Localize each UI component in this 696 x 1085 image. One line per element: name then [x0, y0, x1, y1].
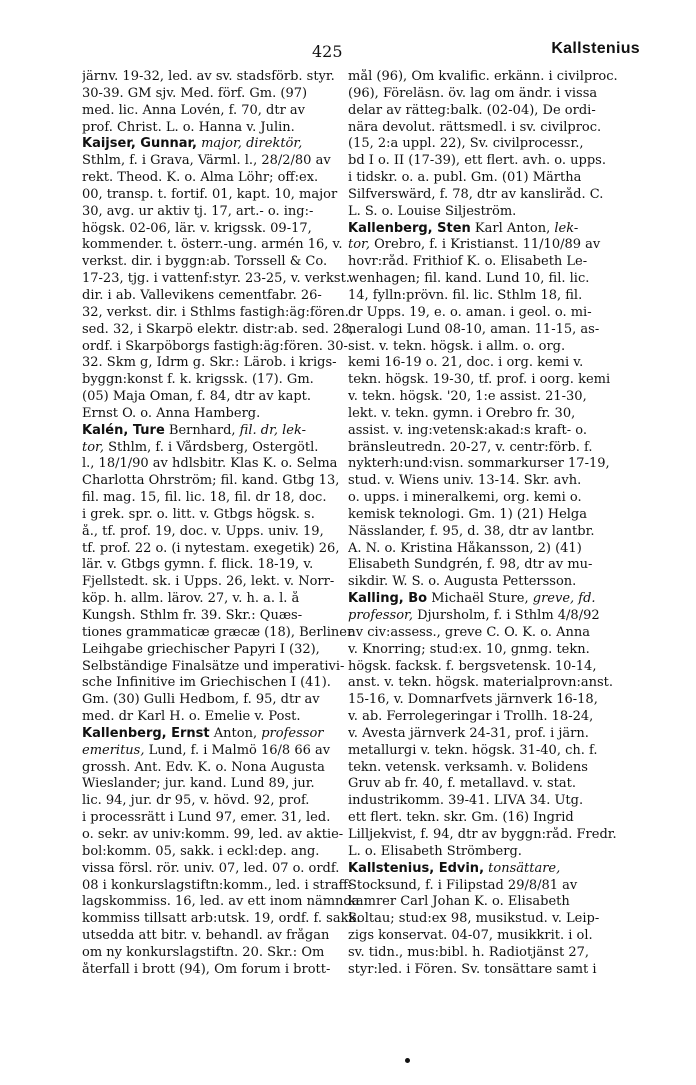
text-line — [82, 305, 377, 322]
text-line — [82, 456, 377, 473]
entry-text: Anton, — [209, 725, 262, 741]
running-head: Kallstenius — [551, 40, 640, 57]
entry-text: 32, verkst. dir. i Sthlms fastigh:äg:fören. — [82, 304, 349, 320]
text-line — [348, 557, 643, 574]
entry-text: neralogi Lund 08-10, aman. 11-15, as- — [348, 321, 600, 337]
text-line — [348, 440, 643, 457]
entry-text: l., 18/1/90 av hdlsbitr. Klas K. o. Selma — [82, 456, 338, 472]
entry-text: lekt. v. tekn. gymn. i Örebro fr. 30, — [348, 405, 576, 421]
text-line — [82, 254, 377, 271]
entry-text: återfall i brott (94), Om forum i brott- — [82, 961, 331, 977]
entry-text: Charlotta Öhrström; fil. kand. Gtbg 13, — [82, 473, 340, 489]
entry-text: om ny konkurslagstiftn. 20. Skr.: Om — [82, 944, 325, 960]
text-line — [82, 271, 377, 288]
entry-text: v. ab. Ferrolegeringar i Trollh. 18-24, — [348, 709, 594, 725]
entry-name: Kalling, Bo — [348, 591, 428, 607]
entry-text: o. sekr. av univ:komm. 99, led. av aktie- — [82, 826, 344, 842]
text-line — [82, 355, 377, 372]
entry-name: Kallenberg, Ernst — [82, 725, 210, 741]
entry-text: nykterh:und:visn. sommarkurser 17-19, — [348, 456, 610, 472]
entry-text: Selbständige Finalsätze und imperativi- — [82, 658, 345, 674]
entry-text: delar av rätteg:balk. (02-04), De ordi- — [348, 102, 596, 118]
entry-text: köp. h. allm. lärov. 27, v. h. a. l. å — [82, 591, 300, 607]
entry-text: bol:komm. 05, sakk. i eckl:dep. ang. — [82, 843, 320, 859]
text-line — [348, 911, 643, 928]
entry-text: i tidskr. o. a. publ. Gm. (01) Märtha — [348, 170, 582, 186]
text-line — [82, 153, 377, 170]
text-line — [348, 204, 643, 221]
entry-text: sche Infinitive im Griechischen I (41). — [82, 675, 331, 691]
text-line — [348, 372, 643, 389]
entry-title: lek- — [554, 220, 579, 236]
entry-text: tf. prof. 22 o. (i nytestam. exegetik) 26, — [82, 540, 340, 556]
entry-text: högsk. facksk. f. bergsvetensk. 10-14, — [348, 658, 597, 674]
text-line — [82, 86, 377, 103]
entry-text: prof. Christ. L. o. Hanna v. Julin. — [82, 119, 295, 135]
entry-text: (05) Maja Öman, f. 84, dtr av kapt. — [82, 389, 312, 405]
entry-text: kemi 16-19 o. 21, doc. i org. kemi v. — [348, 355, 584, 371]
text-line — [348, 861, 643, 878]
text-line — [348, 288, 643, 305]
entry-text: Sthlm, f. i Vårdsberg, Östergötl. — [103, 439, 319, 455]
text-line — [348, 456, 643, 473]
text-line — [82, 709, 377, 726]
entry-text: 30, avg. ur aktiv tj. 17, art.- o. ing:- — [82, 203, 314, 219]
text-line — [82, 120, 377, 137]
entry-text: sv. tidn., mus:bibl. h. Radiotjänst 27, — [348, 944, 590, 960]
entry-text: metallurgi v. tekn. högsk. 31-40, ch. f. — [348, 742, 598, 758]
entry-text: L. S. o. Louise Siljeström. — [348, 203, 517, 219]
text-line — [82, 878, 377, 895]
text-line — [82, 574, 377, 591]
entry-text: Silfverswärd, f. 78, dtr av kanslіråd. C. — [348, 186, 604, 202]
entry-text: med. dr Karl H. o. Emelie v. Post. — [82, 709, 301, 725]
entry-title: fil. dr, lek- — [239, 422, 307, 438]
entry-text: o. upps. i mineralkemi, org. kemi o. — [348, 490, 582, 506]
text-line — [348, 625, 643, 642]
text-line — [348, 827, 643, 844]
text-line — [348, 878, 643, 895]
entry-text: 08 i konkurslagstiftn:komm., led. i straff- — [82, 877, 352, 893]
entry-text: Gm. (30) Gulli Hedbom, f. 95, dtr av — [82, 692, 320, 708]
entry-text: Wieslander; jur. kand. Lund 89, jur. — [82, 776, 315, 792]
text-line — [82, 389, 377, 406]
entry-text: Sthlm, f. i Grava, Värml. l., 28/2/80 av — [82, 153, 331, 169]
text-line — [348, 591, 643, 608]
entry-text: nära devolut. rättsmedl. i sv. civilproc. — [348, 119, 602, 135]
entry-text: Örebro, f. i Kristianst. 11/10/89 av — [369, 237, 601, 253]
text-line — [82, 928, 377, 945]
text-line — [348, 810, 643, 827]
entry-name: Kallstenius, Edvin, — [348, 860, 485, 876]
entry-text: Fjellstedt. sk. i Upps. 26, lekt. v. Norr- — [82, 574, 335, 590]
entry-text: 00, transp. t. fortif. 01, kapt. 10, major — [82, 186, 338, 202]
footer-bullet-mark — [405, 1058, 410, 1063]
entry-text: Gruv ab fr. 40, f. metallavd. v. stat. — [348, 776, 576, 792]
entry-text: wenhagen; fil. kand. Lund 10, fil. lic. — [348, 271, 590, 287]
entry-text: industrikomm. 39-41. LIVA 34. Utg. — [348, 793, 584, 809]
entry-text: bränsleutredn. 20-27, v. centr:förb. f. — [348, 439, 593, 455]
entry-text: A. N. o. Kristina Håkansson, 2) (41) — [348, 540, 582, 556]
entry-text: å., tf. prof. 19, doc. v. Upps. univ. 19, — [82, 523, 324, 539]
entry-text: anst. v. tekn. högsk. materialprovn:anst. — [348, 675, 614, 691]
entry-text: ett flert. tekn. skr. Gm. (16) Ingrid — [348, 810, 574, 826]
text-line — [348, 339, 643, 356]
text-line — [348, 541, 643, 558]
text-line — [348, 355, 643, 372]
entry-text: sist. v. tekn. högsk. i allm. o. org. — [348, 338, 566, 354]
text-line — [82, 187, 377, 204]
entry-text: 14, fylln:prövn. fil. lic. Sthlm 18, fil. — [348, 287, 583, 303]
entry-text: styr:led. i Fören. Sv. tonsättare samt i — [348, 961, 597, 977]
entry-text: Leihgabe griechischer Papyri I (32), — [82, 641, 320, 657]
text-line — [348, 743, 643, 760]
entry-text: zigs konservat. 04-07, musikkrit. i ol. — [348, 928, 593, 944]
entry-text: Soltau; stud:ex 98, musikstud. v. Leip- — [348, 911, 600, 927]
entry-text: kommender. t. österr.-ung. armén 16, v. — [82, 237, 343, 253]
text-line — [348, 945, 643, 962]
text-line — [348, 305, 643, 322]
text-line — [82, 170, 377, 187]
text-line — [82, 322, 377, 339]
entry-text: L. o. Elisabeth Strömberg. — [348, 843, 522, 859]
text-line — [82, 692, 377, 709]
entry-text: kommiss tillsatt arb:utsk. 19, ordf. f. sakk. — [82, 911, 361, 927]
text-line — [82, 861, 377, 878]
entry-text: dr Upps. 19, e. o. aman. i geol. o. mi- — [348, 304, 592, 320]
text-line — [348, 928, 643, 945]
entry-title: tor, — [82, 439, 104, 455]
entry-text: högsk. 02-06, lär. v. krigssk. 09-17, — [82, 220, 312, 236]
text-line — [348, 322, 643, 339]
text-line — [82, 793, 377, 810]
text-line — [348, 271, 643, 288]
text-line — [348, 120, 643, 137]
text-line — [82, 659, 377, 676]
text-line — [348, 136, 643, 153]
left-column — [82, 69, 377, 979]
entry-text: Ernst Ö. o. Anna Hamberg. — [82, 405, 261, 421]
text-line — [348, 844, 643, 861]
entry-text: grossh. Ant. Edv. K. o. Nona Augusta — [82, 759, 325, 775]
text-line — [82, 237, 377, 254]
entry-text: 30-39. GM sjv. Med. förf. Gm. (97) — [82, 85, 308, 101]
text-line — [348, 69, 643, 86]
text-line — [348, 726, 643, 743]
text-line — [348, 659, 643, 676]
entry-text: bd I o. II (17-39), ett flert. avh. o. upps. — [348, 153, 606, 169]
text-line — [348, 389, 643, 406]
text-line — [348, 153, 643, 170]
text-line — [82, 103, 377, 120]
text-line — [82, 642, 377, 659]
entry-text: Karl Anton, — [470, 220, 555, 236]
entry-text: av civ:assess., greve C. O. K. o. Anna — [348, 624, 590, 640]
text-line — [82, 288, 377, 305]
entry-text: Kungsh. Sthlm fr. 39. Skr.: Quæs- — [82, 608, 303, 623]
text-line — [82, 776, 377, 793]
entry-text: 17-23, tjg. i vattenf:styr. 23-25, v. verkst. — [82, 271, 350, 287]
text-line — [348, 254, 643, 271]
text-line — [82, 962, 377, 979]
text-line — [348, 221, 643, 238]
text-line — [82, 423, 377, 440]
text-line — [82, 557, 377, 574]
text-line — [348, 86, 643, 103]
entry-text: vissa försl. rör. univ. 07, led. 07 o. ordf. — [82, 860, 340, 876]
entry-name: Kaijser, Gunnar, — [82, 136, 197, 152]
entry-text: lagskommiss. 16, led. av ett inom nämnda — [82, 894, 360, 910]
text-line — [348, 423, 643, 440]
entry-text: tekn. vetensk. verksamh. v. Bolidens — [348, 759, 588, 775]
entry-text: (15, 2:a uppl. 22), Sv. civilprocessr., — [348, 136, 584, 152]
entry-title: professor — [261, 725, 324, 741]
text-line — [348, 894, 643, 911]
text-line — [348, 237, 643, 254]
entry-text: stud. v. Wiens univ. 13-14. Skr. avh. — [348, 473, 582, 489]
text-line — [348, 709, 643, 726]
entry-title: major, direktör, — [201, 136, 303, 152]
entry-text: (96), Föreläsn. öv. lag om ändr. i vissa — [348, 85, 598, 101]
text-line — [82, 339, 377, 356]
text-line — [82, 911, 377, 928]
text-line — [82, 204, 377, 221]
text-line — [348, 793, 643, 810]
text-line — [82, 69, 377, 86]
entry-title: tonsättare, — [488, 860, 561, 876]
right-column — [348, 69, 643, 979]
entry-text: Lund, f. i Malmö 16/8 66 av — [144, 742, 331, 758]
entry-text: v. Avesta järnverk 24-31, prof. i järn. — [348, 725, 589, 741]
text-line — [82, 743, 377, 760]
text-line — [82, 490, 377, 507]
text-line — [348, 692, 643, 709]
entry-text: Elisabeth Sundgrén, f. 98, dtr av mu- — [348, 557, 593, 573]
entry-title: greve, fd. — [532, 591, 596, 607]
entry-text: Michaël Sture, — [427, 591, 533, 607]
entry-text: byggn:konst f. k. krigssk. (17). Gm. — [82, 372, 314, 388]
entry-text: tiones grammaticæ græcæ (18), Berliner — [82, 624, 354, 640]
text-line — [82, 760, 377, 777]
text-line — [82, 406, 377, 423]
text-line — [348, 524, 643, 541]
entry-text: assist. v. ing:vetensk:akad:s kraft- o. — [348, 422, 587, 438]
text-line — [82, 608, 377, 625]
text-line — [348, 675, 643, 692]
text-line — [82, 810, 377, 827]
text-line — [348, 490, 643, 507]
entry-text: Nässlander, f. 95, d. 38, dtr av lantbr. — [348, 523, 595, 539]
entry-name: Kallenberg, Sten — [348, 220, 471, 236]
text-line — [348, 642, 643, 659]
entry-text: 32. Skm g, Idrm g. Skr.: Lärob. i krigs- — [82, 355, 337, 371]
entry-text: kamrer Carl Johan K. o. Elisabeth — [348, 894, 570, 910]
text-line — [82, 524, 377, 541]
text-line — [348, 608, 643, 625]
text-line — [82, 625, 377, 642]
page-header — [80, 40, 640, 66]
text-line — [82, 675, 377, 692]
entry-name: Kalén, Ture — [82, 422, 165, 438]
text-line — [348, 473, 643, 490]
entry-text: sed. 32, i Skarpö elektr. distr:ab. sed. 28, — [82, 321, 354, 337]
entry-text: verkst. dir. i byggn:ab. Torssell & Co. — [82, 254, 328, 270]
entry-text: v. Knorring; stud:ex. 10, gnmg. tekn. — [348, 641, 590, 657]
text-line — [82, 541, 377, 558]
entry-text: dir. i ab. Vallevikens cementfabr. 26- — [82, 287, 322, 303]
entry-text: Djursholm, f. i Sthlm 4/8/92 — [412, 608, 600, 623]
entry-text: hovr:råd. Frithiof K. o. Elisabeth Le- — [348, 254, 588, 270]
entry-text: 15-16, v. Domnarfvets järnverk 16-18, — [348, 692, 598, 708]
text-line — [82, 844, 377, 861]
text-line — [82, 726, 377, 743]
text-line — [348, 406, 643, 423]
entry-text: Lilljekvist, f. 94, dtr av byggn:råd. Fredr. — [348, 826, 617, 842]
entry-text: i processrätt i Lund 97, emer. 31, led. — [82, 810, 331, 826]
text-line — [82, 221, 377, 238]
entry-text: Bernhard, — [164, 422, 240, 438]
entry-text: fil. mag. 15, fil. lic. 18, fil. dr 18, doc. — [82, 490, 327, 506]
entry-text: Stocksund, f. i Filipstad 29/8/81 av — [348, 877, 578, 893]
entry-text: tekn. högsk. 19-30, tf. prof. i oorg. kemi — [348, 372, 611, 388]
text-line — [82, 507, 377, 524]
entry-title: tor, — [348, 237, 370, 253]
text-line — [82, 473, 377, 490]
entry-text: järnv. 19-32, led. av sv. stadsförb. styr. — [82, 69, 335, 84]
entry-title: professor, — [348, 608, 413, 623]
text-line — [348, 507, 643, 524]
entry-text: v. tekn. högsk. '20, 1:e assist. 21-30, — [348, 389, 587, 405]
text-line — [348, 170, 643, 187]
entry-title: emeritus, — [82, 742, 145, 758]
entry-text: lär. v. Gtbgs gymn. f. flick. 18-19, v. — [82, 557, 314, 573]
entry-text: i grek. spr. o. litt. v. Gtbgs högsk. s. — [82, 506, 315, 522]
text-line — [82, 440, 377, 457]
text-line — [82, 827, 377, 844]
text-line — [82, 894, 377, 911]
entry-text: utsedda att bitr. v. behandl. av frågan — [82, 928, 330, 944]
text-line — [348, 187, 643, 204]
text-line — [348, 776, 643, 793]
entry-text: med. lic. Anna Lovén, f. 70, dtr av — [82, 102, 306, 118]
entry-text: mål (96), Om kvalific. erkänn. i civilproc. — [348, 69, 618, 84]
text-line — [348, 760, 643, 777]
entry-text: sikdir. W. S. o. Augusta Pettersson. — [348, 574, 577, 590]
text-line — [82, 945, 377, 962]
entry-text: rekt. Theod. K. o. Alma Löhr; off:ex. — [82, 170, 319, 186]
text-line — [82, 591, 377, 608]
entry-text: kemisk teknologi. Gm. 1) (21) Helga — [348, 506, 587, 522]
text-line — [348, 962, 643, 979]
text-line — [348, 574, 643, 591]
text-line — [82, 372, 377, 389]
entry-text: lic. 94, jur. dr 95, v. hövd. 92, prof. — [82, 793, 310, 809]
entry-text: ordf. i Skarpöborgs fastigh:äg:fören. 30- — [82, 338, 348, 354]
text-line — [82, 136, 377, 153]
page-number: 425 — [312, 42, 343, 61]
text-line — [348, 103, 643, 120]
